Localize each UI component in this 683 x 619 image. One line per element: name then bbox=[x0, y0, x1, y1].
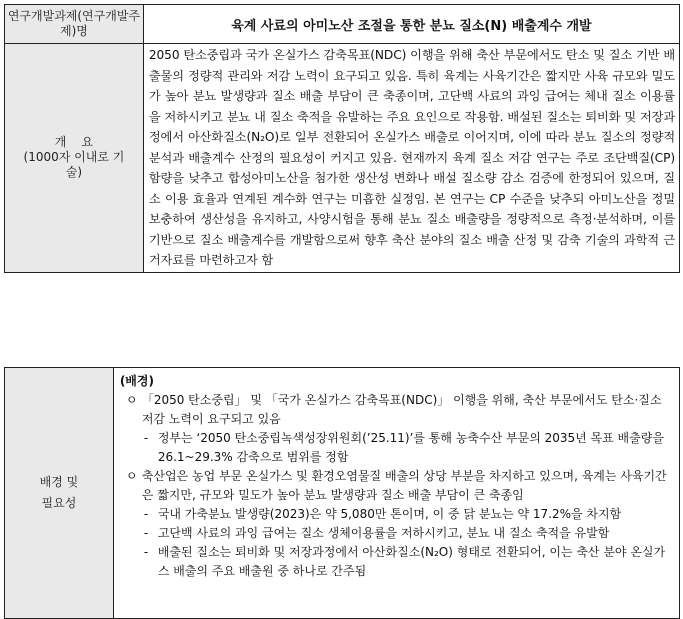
background-item-text: 축산업은 농업 부문 온실가스 및 환경오염물질 배출의 상당 부분을 차지하고 있으며, 육계는 사육기간은 짧지만, 규모와 밀도가 높아 분뇨 발생량과 질소 배출 부담이 큰 축종임 bbox=[141, 469, 667, 502]
background-subitem bbox=[120, 543, 675, 581]
overview-text bbox=[143, 44, 679, 273]
project-title-label bbox=[5, 5, 144, 44]
background-subitem bbox=[120, 505, 675, 524]
background-subitem-text: 고단백 사료의 과잉 급여는 질소 생체이용률을 저하시키고, 분뇨 내 질소 축적을 유발함 bbox=[157, 526, 610, 540]
background-label-line1: 배경 및 bbox=[39, 475, 79, 489]
background-label bbox=[5, 368, 114, 619]
circle-bullet-icon: ㅇ bbox=[125, 393, 138, 407]
dash-bullet-icon: - bbox=[143, 507, 149, 521]
dash-bullet-icon: - bbox=[143, 545, 149, 559]
overview-label-line1: 개 요 bbox=[54, 135, 94, 150]
overview-label bbox=[5, 44, 144, 273]
project-title bbox=[143, 5, 679, 44]
background-subitem-text: 정부는 ‘2050 탄소중립녹색성장위원회(’25.11)’를 통해 농축수산 부문의 2035년 목표 배출량을 26.1~29.3% 감축으로 범위를 정함 bbox=[157, 431, 664, 464]
background-heading: (배경) bbox=[119, 374, 154, 388]
background-item-text: 「2050 탄소중립」 및 「국가 온실가스 감축목표(NDC)」 이행을 위해, 축산 부문에서도 탄소·질소 저감 노력이 요구되고 있음 bbox=[141, 393, 662, 426]
overview-body: 2050 탄소중립과 국가 온실가스 감축목표(NDC) 이행을 위해 축산 부문에서도 탄소 및 질소 기반 배출물의 정량적 관리와 저감 노력이 요구되고 있음. 특히 육계는 사육기간은 짧지만 사육 규모와 밀도가 높아 분뇨 발생량과 질소 배출 부담이 큰 축종이며, 고단백 사료의 과잉 급여는 체내 질소 이용률을 저하시키고 분뇨 내 질소 축적을 유발하는 주요 요인으로 작용함. 배설된 질소는 퇴비화 및 저장과정에서 아산화질소(N₂O)로 일부 전환되어 온실가스 배출로 이어지며, 이에 따라 분뇨 질소의 정량적 분석과 배출계수 산정의 필요성이 커지고 있음. 현재까지 육계 질소 저감 연구는 주로 조단백질(CP) 함량을 낮추고 합성아미노산을 첨가한 생산성 변화나 배설 질소량 감소 검증에 한정되어 있으며, 질소 이용 효율과 연계된 계수화 연구는 미흡한 실정임. 본 연구는 CP 수준을 낮추되 아미노산을 정밀 보충하여 생산성을 유지하고, 사양시험을 통해 분뇨 질소 배출량을 정량적으로 측정·분석하며, 이를 기반으로 질소 배출계수를 개발함으로써 향후 축산 분야의 질소 배출 산정 및 감축 기술의 과학적 근거자료를 마련하고자 함 bbox=[148, 48, 675, 267]
background-item bbox=[120, 467, 675, 505]
background-subitem-text: 국내 가축분뇨 발생량(2023)은 약 5,080만 톤이며, 이 중 닭 분뇨는 약 17.2%을 차지함 bbox=[157, 507, 622, 521]
project-title-text: 육계 사료의 아미노산 조절을 통한 분뇨 질소(N) 배출계수 개발 bbox=[231, 18, 592, 34]
circle-bullet-icon: ㅇ bbox=[125, 469, 138, 483]
background-content bbox=[113, 368, 679, 619]
background-subitem-text: 배출된 질소는 퇴비화 및 저장과정에서 아산화질소(N₂O) 형태로 전환되어, 이는 축산 분야 온실가스 배출의 주요 배출원 중 하나로 간주됨 bbox=[157, 545, 666, 578]
background-table bbox=[4, 367, 680, 619]
background-subitem bbox=[120, 429, 675, 467]
project-title-label-text: 연구개발과제(연구개발주제)명 bbox=[7, 9, 141, 38]
project-summary-table bbox=[4, 4, 680, 273]
background-item bbox=[120, 391, 675, 429]
background-subitem bbox=[120, 524, 675, 543]
background-label-line2: 필요성 bbox=[41, 496, 77, 510]
dash-bullet-icon: - bbox=[143, 526, 149, 540]
overview-label-line2: (1000자 이내로 기술) bbox=[23, 150, 125, 180]
dash-bullet-icon: - bbox=[143, 431, 149, 445]
background-items bbox=[120, 391, 675, 581]
